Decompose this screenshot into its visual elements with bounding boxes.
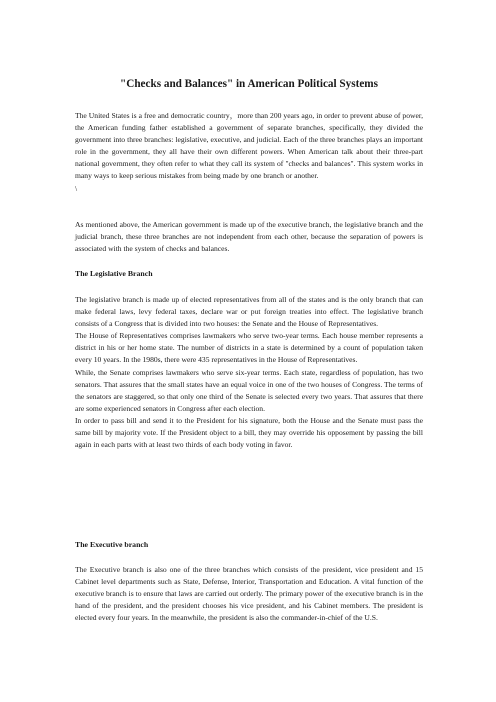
page-title: "Checks and Balances" in American Political Systems [120,78,378,90]
legislative-section-body [75,294,423,451]
section-heading-executive: The Executive branch [75,540,149,549]
legislative-paragraph-4: In order to pass bill and send it to the President for his signature, both the House and the Senate must pass the same bill by majority vote. If the President object to a bill, they may override his opposement by passing the bill again in each parts with at least two thirds of each body voting in favor. [75,415,423,450]
intro-paragraph [75,110,423,195]
intro-separator: \ [75,183,78,193]
executive-paragraph-1: The Executive branch is also one of the three branches which consists of the president, vice president and 15 Cabinet level departments such as State, Defense, Interior, Transportation and Education. A vital function of the executive branch is to ensure that laws are carried out orderly. The primary power of the executive branch is in the hand of the president, and the president chooses his vice president, and his Cabinet members. The president is elected every four years. In the meanwhile, the president is also the commander-in-chief of the U.S. [75,565,423,623]
legislative-paragraph-2: The House of Representatives comprises lawmakers who serve two-year terms. Each house member represents a district in his or her home state. The number of districts in a state is determined by a count of population taken every 10 years. In the 1980s, there were 435 representatives in the House of Representatives. [75,331,423,365]
intro-paragraph-2: As mentioned above, the American government is made up of the executive branch, the legislative branch and the judicial branch, these three branches are not independent from each other, because the separation of powers is associated with the system of checks and balances. [75,220,423,254]
legislative-paragraph-3: While, the Senate comprises lawmakers who serve six-year terms. Each state, regardless of population, has two senators. That assures that the small states have an equal voice in one of the two houses of Congress. The terms of the senators are staggered, so that only one third of the Senate is selected every two years. That assures that there are some experienced senators in Congress after each election. [75,367,423,413]
intro-paragraph-1: The United States is a free and democratic country，more than 200 years ago, in order to prevent abuse of power, the American funding father established a government of separate branches, specifically, they divided the government into three branches: legislative, executive, and judicial. Each of the three branches plays an important role in the government, they all have their own different powers. When American talk about their three-part national government, they often refer to what they call its system of "checks and balances". This system works in many ways to keep serious mistakes from being made by one branch or another. [75,111,423,181]
section-heading-legislative: The Legislative Branch [75,269,153,278]
legislative-paragraph-1: The legislative branch is made up of elected representatives from all of the states and is the only branch that can make federal laws, levy federal taxes, declare war or put foreign treaties into effect. The legislative branch consists of a Congress that is divided into two houses: the Senate and the House of Representatives. [75,295,423,329]
